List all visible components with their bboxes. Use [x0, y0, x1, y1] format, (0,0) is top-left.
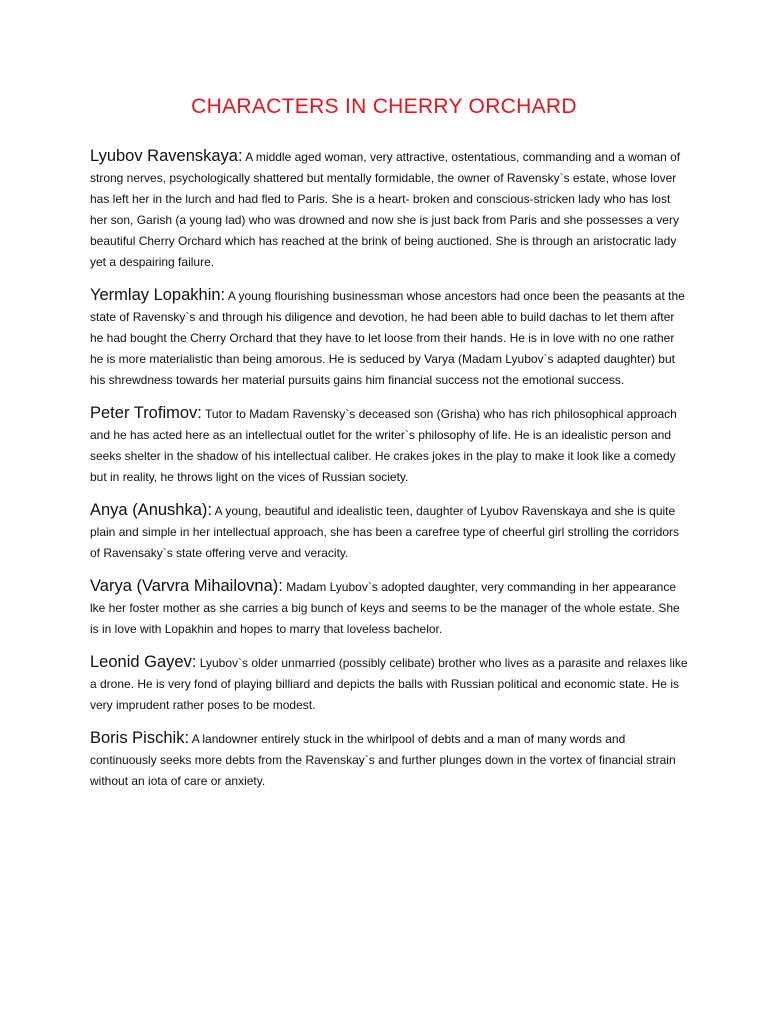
character-name: Varya (Varvra Mihailovna): [90, 577, 283, 595]
character-entry-anya [90, 500, 690, 564]
character-description: A landowner entirely stuck in the whirlpool of debts and a man of many words and continuously seeks more debts from the Ravenskay`s and further plunges down in the vortex of financial strain without an iota of care or anxiety. [90, 732, 676, 788]
character-name: Anya (Anushka): [90, 501, 212, 519]
character-description: A middle aged woman, very attractive, ostentatious, commanding and a woman of strong nerves, psychologically shattered but mentally formidable, the owner of Ravensky`s estate, whose lover has left her in the lurch and had fled to Paris. She is a heart- broken and conscious-stricken lady who has lost her son, Garish (a young lad) who was drowned and now she is just back from Paris and she possesses a very beautiful Cherry Orchard which has reached at the brink of being auctioned. She is through an aristocratic lady yet a despairing failure. [90, 150, 681, 269]
document-title: CHARACTERS IN CHERRY ORCHARD [191, 95, 577, 118]
character-description: A young, beautiful and idealistic teen, daughter of Lyubov Ravenskaya and she is quite plain and simple in her intellectual approach, she has been a carefree type of cheerful girl strolling the corridors of Ravensaky`s state offering verve and veracity. [90, 504, 679, 560]
character-name: Yermlay Lopakhin: [90, 286, 226, 304]
character-description: Tutor to Madam Ravensky`s deceased son (Grisha) who has rich philosophical approach and he has acted here as an intellectual outlet for the writer`s philosophy of life. He is an idealistic person and seeks shelter in the shadow of his intellectual caliber. He crakes jokes in the play to make it look like a comedy but in reality, he throws light on the vices of Russian society. [90, 407, 677, 484]
character-description: Lyubov`s older unmarried (possibly celibate) brother who lives as a parasite and relaxes like a drone. He is very fond of playing billiard and depicts the balls with Russian political and economic state. He is very imprudent rather poses to be modest. [90, 656, 688, 712]
character-entry-lyubov [90, 146, 690, 273]
character-name: Boris Pischik: [90, 729, 190, 747]
character-description: Madam Lyubov`s adopted daughter, very commanding in her appearance lke her foster mother as she carries a big bunch of keys and seems to be the manager of the whole estate. She is in love with Lopakhin and hopes to marry that loveless bachelor. [90, 580, 680, 636]
character-entry-varya [90, 576, 690, 640]
character-name: Lyubov Ravenskaya: [90, 147, 243, 165]
character-name: Peter Trofimov: [90, 404, 202, 422]
character-entry-pischik [90, 728, 690, 792]
character-description: A young flourishing businessman whose ancestors had once been the peasants at the state of Ravensky`s and through his diligence and devotion, he had been able to build dachas to let them after he had bought the Cherry Orchard that they have to let loose from their hands. He is in love with no one rather he is more materialistic than being amorous. He is seduced by Varya (Madam Lyubov`s adapted daughter) but his shrewdness towards her material pursuits gains him financial success not the emotional success. [90, 289, 685, 387]
character-entry-trofimov [90, 403, 690, 488]
character-list [90, 146, 690, 804]
character-entry-gayev [90, 652, 690, 716]
character-name: Leonid Gayev: [90, 653, 197, 671]
character-entry-lopakhin [90, 285, 690, 391]
